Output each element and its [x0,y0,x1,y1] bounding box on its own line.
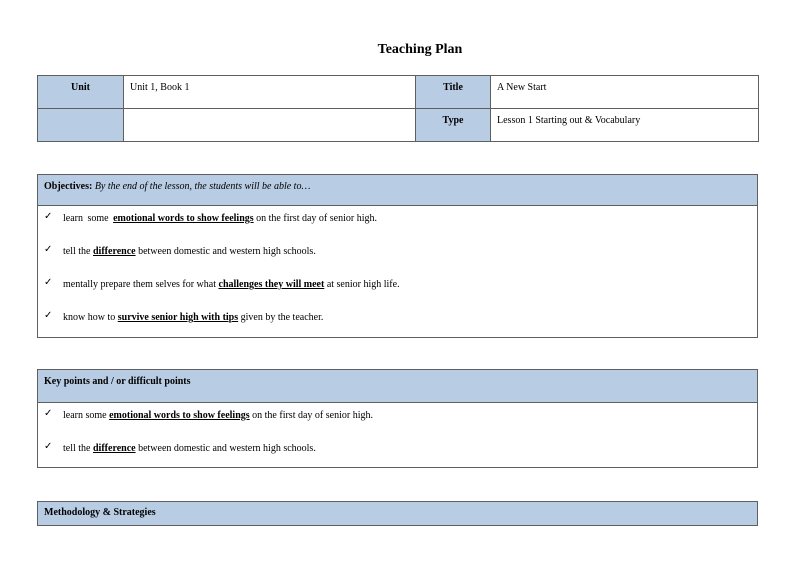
objectives-intro: By the end of the lesson, the students will be able to… [94,181,311,192]
check-icon: ✓ [44,211,53,222]
item-text: learn some [63,213,114,224]
key-points-label: Key points and / or difficult points [44,376,191,387]
check-icon: ✓ [44,441,53,452]
list-item [38,305,757,338]
list-item [38,206,757,239]
item-text: know how to [63,312,118,323]
item-text: between domestic and western high schools. [135,443,316,454]
item-text: at senior high life. [324,279,400,290]
item-key-phrase: difference [93,246,136,257]
document-title: Teaching Plan [377,42,463,57]
methodology-section [37,501,758,526]
methodology-label: Methodology & Strategies [44,507,156,518]
lesson-info-table [37,75,759,142]
item-text: on the first day of senior high. [249,410,373,421]
title-label: Title [416,76,491,109]
unit-label: Unit [38,76,124,109]
item-key-phrase: challenges they will meet [218,279,325,290]
type-label: Type [416,109,491,142]
item-text: between domestic and western high schools. [135,246,316,257]
item-key-phrase: emotional words to show feelings [113,213,254,224]
unit-value: Unit 1, Book 1 [124,76,416,109]
item-text: given by the teacher. [238,312,324,323]
item-text: tell the [63,246,93,257]
check-icon: ✓ [44,277,53,288]
key-points-section [37,369,758,468]
item-text: on the first day of senior high. [253,213,377,224]
objectives-section [37,174,758,338]
objectives-label: Objectives: [44,181,93,192]
item-key-phrase: survive senior high with tips [117,312,239,323]
empty-value-cell [124,109,416,142]
check-icon: ✓ [44,244,53,255]
empty-label-cell [38,109,124,142]
methodology-header [38,502,757,525]
item-text: learn some [63,410,110,421]
item-key-phrase: emotional words to show feelings [109,410,250,421]
item-text: tell the [63,443,93,454]
key-points-header [38,370,757,403]
list-item [38,272,757,305]
check-icon: ✓ [44,310,53,321]
list-item [38,436,757,469]
check-icon: ✓ [44,408,53,419]
objectives-header [38,175,757,206]
title-value: A New Start [491,76,759,109]
list-item [38,239,757,272]
type-value: Lesson 1 Starting out & Vocabulary [491,109,759,142]
item-key-phrase: difference [93,443,136,454]
list-item [38,403,757,436]
item-text: mentally prepare them selves for what [63,279,219,290]
